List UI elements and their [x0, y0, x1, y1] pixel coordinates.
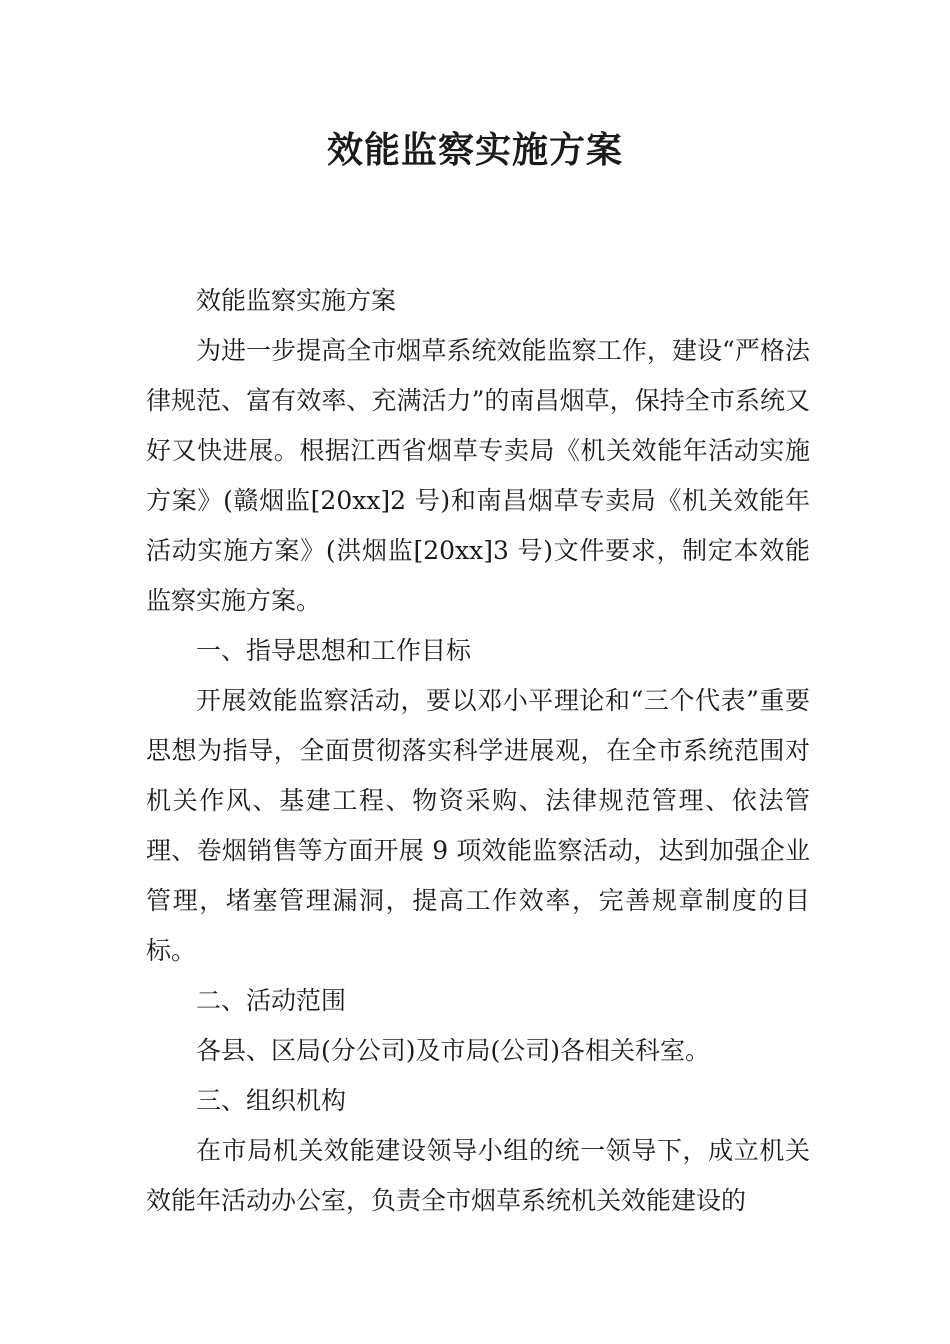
paragraph-guiding-ideology: 开展效能监察活动，要以邓小平理论和“三个代表”重要思想为指导，全面贯彻落实科学进展观，在全市系统范围对机关作风、基建工程、物资采购、法律规范管理、依法管理、卷烟销售等方面开展 9 项效能监察活动，达到加强企业管理，堵塞管理漏洞，提高工作效率，完善规章制度的目标。: [146, 686, 810, 965]
section-heading-activity-scope: 二、活动范围: [196, 986, 347, 1015]
document-body: [146, 276, 810, 1226]
paragraph-activity-scope: 各县、区局(分公司)及市局(公司)各相关科室。: [196, 1036, 711, 1065]
section-heading-organization: 三、组织机构: [196, 1086, 347, 1115]
section-heading-guiding-ideology: 一、指导思想和工作目标: [196, 636, 472, 665]
document-title: 效能监察实施方案: [326, 129, 623, 171]
paragraph-intro: 为进一步提高全市烟草系统效能监察工作，建设“严格法律规范、富有效率、充满活力”的南昌烟草，保持全市系统又好又快进展。根据江西省烟草专卖局《机关效能年活动实施方案》(赣烟监[20xx]2 号)和南昌烟草专卖局《机关效能年活动实施方案》(洪烟监[20xx]3 号)文件要求，制定本效能监察实施方案。: [146, 336, 810, 615]
paragraph-organization: 在市局机关效能建设领导小组的统一领导下，成立机关效能年活动办公室，负责全市烟草系统机关效能建设的: [146, 1136, 810, 1215]
paragraph-subtitle: 效能监察实施方案: [196, 286, 397, 315]
